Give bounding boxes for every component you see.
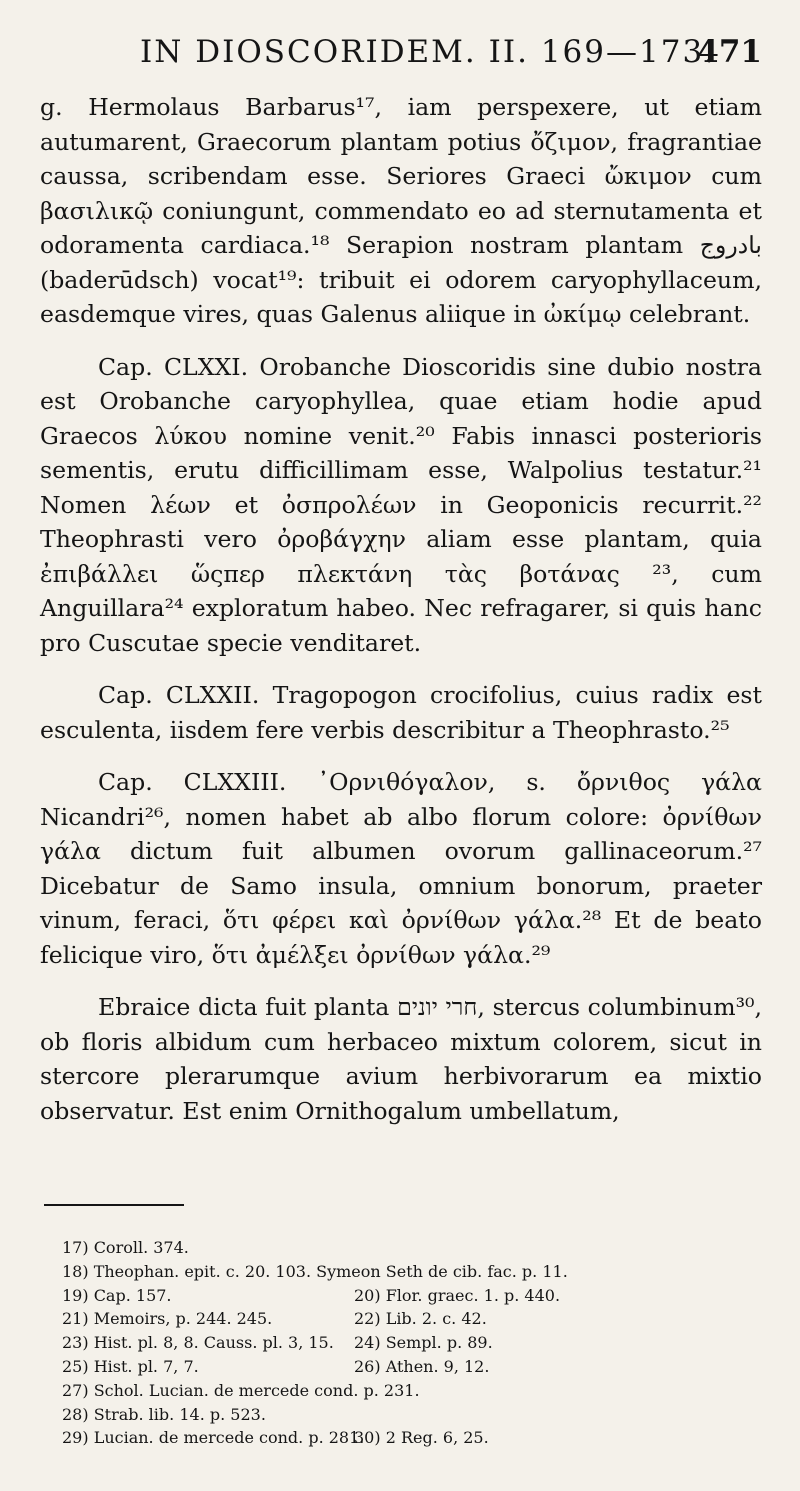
footnote: 25) Hist. pl. 7, 7. [62, 1356, 199, 1376]
footnote-row [62, 1403, 762, 1427]
footnote-row [62, 1284, 762, 1308]
footnote-divider [44, 1204, 184, 1206]
main-text [40, 90, 762, 1128]
running-title: IN DIOSCORIDEM. II. 169—173. [140, 34, 717, 70]
paragraph: Cap. CLXXII. Tragopogon crocifolius, cuius radix est esculenta, iisdem fere verbis describitur a Theophrasto.²⁵ [40, 681, 762, 744]
footnote: 19) Cap. 157. [62, 1285, 172, 1305]
paragraph: g. Hermolaus Barbarus¹⁷, iam perspexere, ut etiam autumarent, Graecorum plantam potius ὄζιμον, fragrantiae caussa, scribendam esse. Seriores Graeci ὤκιμον cum βασιλικῷ coniungunt, commendato eo ad sternutamenta et odoramenta cardiaca.¹⁸ Serapion nostram plantam بادروج (baderūdsch) vocat¹⁹: tribuit ei odorem caryophyllaceum, easdemque vires, quas Galenus aliique in ὠκίμῳ celebrant. [40, 93, 762, 328]
footnote-row [62, 1331, 762, 1355]
footnote: 30) 2 Reg. 6, 25. [354, 1428, 489, 1448]
footnote-row [62, 1260, 762, 1284]
footnote: 22) Lib. 2. c. 42. [354, 1309, 487, 1329]
footnote: 26) Athen. 9, 12. [354, 1356, 490, 1376]
footnote: 18) Theophan. epit. c. 20. 103. Symeon Seth de cib. fac. p. 11. [62, 1261, 568, 1281]
footnotes [62, 1236, 762, 1450]
page-number: 471 [697, 34, 762, 70]
footnote-row [62, 1307, 762, 1331]
footnote: 17) Coroll. 374. [62, 1238, 189, 1257]
footnote: 28) Strab. lib. 14. p. 523. [62, 1404, 266, 1424]
footnote-row [62, 1355, 762, 1379]
footnote: 24) Sempl. p. 89. [354, 1333, 493, 1353]
footnote: 29) Lucian. de mercede cond. p. 281. [62, 1428, 365, 1448]
footnote: 27) Schol. Lucian. de mercede cond. p. 231. [62, 1380, 420, 1400]
footnote: 23) Hist. pl. 8, 8. Causs. pl. 3, 15. [62, 1333, 334, 1353]
footnote-row [62, 1426, 762, 1450]
footnote-row [62, 1236, 762, 1260]
footnote: 20) Flor. graec. 1. p. 440. [354, 1285, 561, 1305]
paragraph: Cap. CLXXI. Orobanche Dioscoridis sine dubio nostra est Orobanche caryophyllea, quae etiam hodie apud Graecos λύκου nomine venit.²⁰ Fabis innasci posterioris sementis, erutu difficillimam esse, Walpolius testatur.²¹ Nomen λέων et ὀσπρολέων in Geoponicis recurrit.²² Theophrasti vero ὀροβάγχην aliam esse plantam, quia ἐπιβάλλει ὥςπερ πλεκτάνη τὰς βοτάνας ²³, cum Anguillara²⁴ exploratum habeo. Nec refragarer, si quis hanc pro Cuscutae specie venditaret. [40, 352, 762, 657]
paragraph: Ebraice dicta fuit planta חרי יונים, stercus columbinum³⁰, ob floris albidum cum herbaceo mixtum colorem, sicut in stercore plerarumque avium herbivorarum ea mixtio observatur. Est enim Ornithogalum umbellatum, [40, 993, 763, 1125]
footnote: 21) Memoirs, p. 244. 245. [62, 1309, 273, 1329]
footnote-row [62, 1379, 762, 1403]
paragraph: Cap. CLXXIII. ᾿Ορνιθόγαλον, s. ὄρνιθος γάλα Nicandri²⁶, nomen habet ab albo florum colore: ὀρνίθων γάλα dictum fuit albumen ovorum gallinaceorum.²⁷ Dicebatur de Samo insula, omnium bonorum, praeter vinum, feraci, ὅτι φέρει καὶ ὀρνίθων γάλα.²⁸ Et de beato felicique viro, ὅτι ἀμέλξει ὀρνίθων γάλα.²⁹ [40, 768, 762, 969]
running-header [40, 34, 762, 84]
